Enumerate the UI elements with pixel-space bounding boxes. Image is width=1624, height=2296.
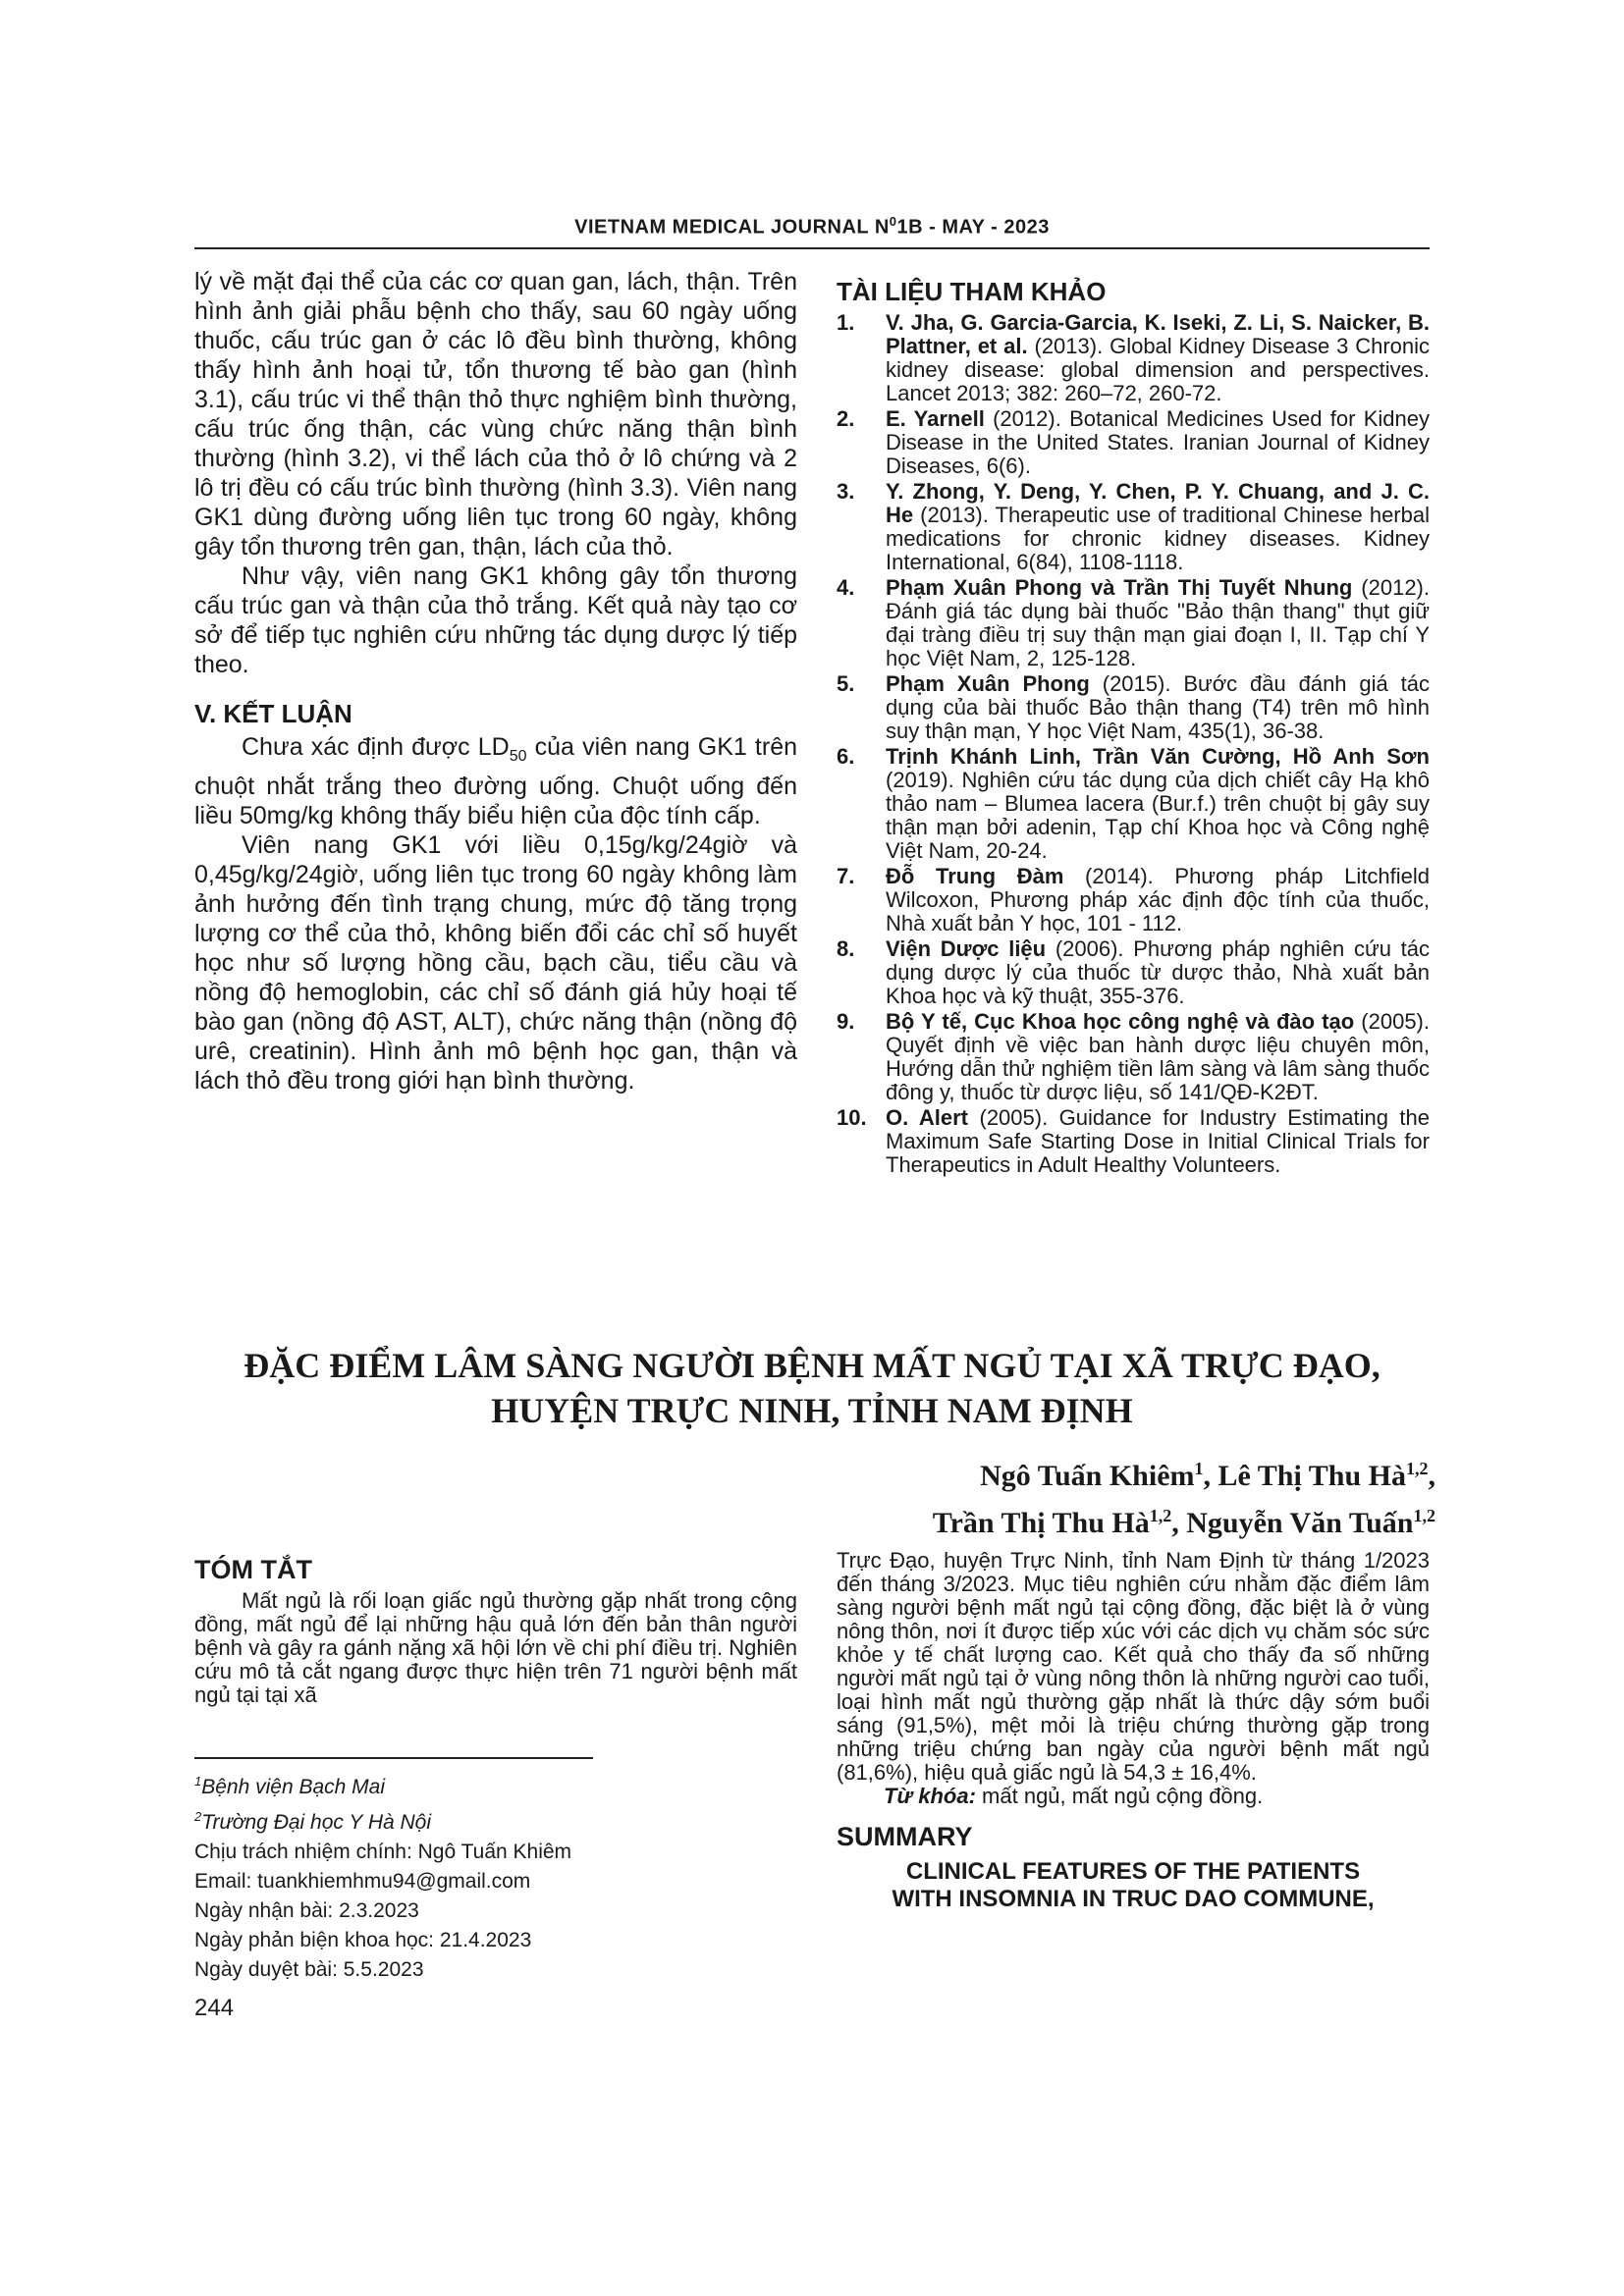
reference-item — [837, 672, 1430, 743]
paragraph — [194, 732, 797, 830]
paragraph: lý về mặt đại thể của các cơ quan gan, lách, thận. Trên hình ảnh giải phẫu bệnh cho thấy, sau 60 ngày uống thuốc, cấu trúc gan ở các lô đều bình thường, không thấy hình ảnh hoại tử, tổn thương tế bào gan (hình 3.1), cấu trúc vi thể thận thỏ thực nghiệm bình thường, cấu trúc ống thận, các vùng chức năng thận bình thường (hình 3.2), vi thể lách của thỏ ở lô chứng và 2 lô trị đều có cấu trúc bình thường (hình 3.3). Viên nang GK1 dùng đường uống liên tục trong 60 ngày, không gây tổn thương trên gan, thận, lách của thỏ. — [194, 268, 797, 561]
reference-text: (2019). Nghiên cứu tác dụng của dịch chiết cây Hạ khô thảo nam – Blumea lacera (Bur.f.) trên chuột bị gây suy thận mạn bởi adenin, Tạp chí Khoa học và Công nghệ Việt Nam, 20-24. — [886, 768, 1430, 863]
summary-subtitle — [837, 1858, 1430, 1913]
footnote-reviewed: Ngày phản biện khoa học: 21.4.2023 — [194, 1929, 532, 1951]
reference-number: 2. — [837, 406, 855, 431]
paragraph: Như vậy, viên nang GK1 không gây tổn thương cấu trúc gan và thận của thỏ trắng. Kết quả này tạo cơ sở để tiếp tục nghiên cứu những tác dụng dược lý tiếp theo. — [194, 562, 797, 678]
footnote-divider — [194, 1757, 593, 1759]
reference-item — [837, 1010, 1430, 1104]
footnote-accepted: Ngày duyệt bài: 5.5.2023 — [194, 1958, 424, 1981]
author-line — [933, 1496, 1435, 1543]
article-title — [157, 1343, 1467, 1433]
journal-name: VIETNAM MEDICAL JOURNAL N — [574, 216, 890, 239]
reference-number: 5. — [837, 671, 855, 696]
reference-authors: Phạm Xuân Phong và Trần Thị Tuyết Nhung — [886, 575, 1353, 600]
reference-authors: E. Yarnell — [886, 406, 985, 431]
reference-item — [837, 865, 1430, 935]
separator: , — [1428, 1460, 1435, 1492]
references-list — [837, 311, 1430, 1177]
abstract-heading: TÓM TẮT — [194, 1555, 312, 1584]
reference-number: 10. — [837, 1105, 867, 1130]
abstract-paragraph: Trực Đạo, huyện Trực Ninh, tỉnh Nam Định từ tháng 1/2023 đến tháng 3/2023. Mục tiêu nghiên cứu nhằm đặc điểm lâm sàng người bệnh mất ngủ tại cộng đồng, đặc biệt là ở vùng nông thôn, nơi ít được tiếp xúc với các dịch vụ chăm sóc sức khỏe y tế chất lượng cao. Kết quả cho thấy đa số những người mất ngủ tại ở vùng nông thôn là những người cao tuổi, loại hình mất ngủ thường gặp nhất là thức dậy sớm buổi sáng (91,5%), mệt mỏi là triệu chứng thường gặp trong những triệu chứng ban ngày của người bệnh mất ngủ (81,6%), hiệu quả giấc ngủ là 54,3 ± 16,4%. — [837, 1548, 1430, 1785]
reference-text: (2005). Guidance for Industry Estimating the Maximum Safe Starting Dose in Initial Clinical Trials for Therapeutics in Adult Healthy Volunteers. — [886, 1105, 1430, 1177]
title-line: HUYỆN TRỰC NINH, TỈNH NAM ĐỊNH — [491, 1391, 1133, 1430]
journal-number-sup: 0 — [889, 214, 897, 229]
reference-item — [837, 937, 1430, 1008]
footnote-text: Bệnh viện Bạch Mai — [201, 1776, 386, 1798]
text-span: Chưa xác định được LD — [242, 733, 510, 761]
journal-issue: 1B - MAY - 2023 — [896, 216, 1050, 239]
reference-number: 4. — [837, 575, 855, 600]
reference-item — [837, 311, 1430, 405]
abstract-text-wrap — [837, 1549, 1430, 1808]
reference-authors: V. Jha, G. Garcia-Garcia, K. Iseki, Z. Li, S. Naicker, B. Plattner, et al. — [886, 310, 1430, 358]
reference-authors: Bộ Y tế, Cục Khoa học công nghệ và đào tạo — [886, 1009, 1355, 1034]
reference-authors: Viện Dược liệu — [886, 936, 1047, 961]
reference-text: (2006). Phương pháp nghiên cứu tác dụng dược lý của thuốc từ dược thảo, Nhà xuất bản Khoa học và kỹ thuật, 355-376. — [886, 936, 1430, 1008]
footnote-affiliation — [194, 1802, 705, 1838]
paragraph: Viên nang GK1 với liều 0,15g/kg/24giờ và 0,45g/kg/24giờ, uống liên tục trong 60 ngày không làm ảnh hưởng đến tình trạng chung, mức độ tăng trọng lượng cơ thể của thỏ, không biến đổi các chỉ số huyết học như số lượng hồng cầu, bạch cầu, tiểu cầu và nồng độ hemoglobin, các chỉ số đánh giá hủy hoại tế bào gan (nồng độ AST, ALT), chức năng thận (nồng độ urê, creatinin). Hình ảnh mô bệnh học gan, thận và lách thỏ đều trong giới hạn bình thường. — [194, 831, 797, 1095]
footnote-received: Ngày nhận bài: 2.3.2023 — [194, 1899, 419, 1922]
author-list — [933, 1449, 1435, 1543]
reference-item — [837, 576, 1430, 670]
reference-item — [837, 480, 1430, 574]
reference-item — [837, 745, 1430, 863]
title-line: ĐẶC ĐIỂM LÂM SÀNG NGƯỜI BỆNH MẤT NGỦ TẠI XÃ TRỰC ĐẠO, — [244, 1346, 1380, 1385]
section-heading: V. KẾT LUẬN — [194, 699, 352, 728]
running-header — [194, 214, 1430, 249]
abstract-text-wrap — [194, 1589, 797, 1707]
reference-text: (2012). Botanical Medicines Used for Kidney Disease in the United States. Iranian Journal of Kidney Diseases, 6(6). — [886, 406, 1431, 478]
reference-text: (2014). Phương pháp Litchfield Wilcoxon, Phương pháp xác định độc tính của thuốc, Nhà xuất bản Y học, 101 - 112. — [886, 864, 1430, 935]
reference-number: 9. — [837, 1009, 855, 1034]
reference-authors: Trịnh Khánh Linh, Trần Văn Cường, Hồ Anh Sơn — [886, 744, 1430, 769]
author-name: Ngô Tuấn Khiêm — [980, 1460, 1195, 1492]
summary-subtitle-line: CLINICAL FEATURES OF THE PATIENTS — [905, 1858, 1361, 1885]
keywords — [837, 1785, 1430, 1808]
reference-text: (2015). Bước đầu đánh giá tác dụng của bài thuốc Bảo thận thang (T4) trên mô hình suy thận mạn, Y học Việt Nam, 435(1), 36-38. — [886, 671, 1430, 743]
text-span: của viên nang GK1 trên chuột nhắt trắng theo đường uống. Chuột uống đến liều 50mg/kg không thấy biểu hiện của độc tính cấp. — [194, 733, 797, 829]
affiliation-sup: 1 — [1194, 1459, 1204, 1478]
reference-number: 8. — [837, 936, 855, 961]
reference-authors: O. Alert — [886, 1105, 969, 1130]
page-number: 244 — [194, 1995, 235, 2021]
footnote-email: Email: tuankhiemhmu94@gmail.com — [194, 1870, 531, 1893]
author-name: , Lê Thị Thu Hà — [1203, 1460, 1406, 1492]
abstract-left — [194, 1555, 797, 1707]
reference-authors: Y. Zhong, Y. Deng, Y. Chen, P. Y. Chuang, and J. C. He — [886, 479, 1430, 527]
subscript: 50 — [509, 748, 527, 765]
affiliation-sup: 1,2 — [1149, 1506, 1172, 1525]
abstract-paragraph: Mất ngủ là rối loạn giấc ngủ thường gặp nhất trong cộng đồng, mất ngủ để lại những hậu quả lớn đến bản thân người bệnh và gây ra gánh nặng xã hội lớn về chi phí điều trị. Nghiên cứu mô tả cắt ngang được thực hiện trên 71 người bệnh mất ngủ tại tại xã — [194, 1588, 797, 1707]
summary-subtitle-line: WITH INSOMNIA IN TRUC DAO COMMUNE, — [892, 1886, 1375, 1912]
footnote-text: Trường Đại học Y Hà Nội — [201, 1811, 432, 1834]
author-name: Trần Thị Thu Hà — [932, 1507, 1150, 1539]
reference-text: (2012). Đánh giá tác dụng bài thuốc "Bảo thận thang" thụt giữ đại tràng điều trị suy thận mạn giai đoạn I, II. Tạp chí Y học Việt Nam, 2, 125-128. — [886, 575, 1430, 670]
reference-item — [837, 407, 1430, 478]
footnote-corresponding: Chịu trách nhiệm chính: Ngô Tuấn Khiêm — [194, 1841, 572, 1863]
author-line — [933, 1449, 1435, 1496]
reference-text: (2013). Therapeutic use of traditional Chinese herbal medications for chronic kidney diseases. Kidney International, 6(84), 1108-1118. — [886, 503, 1430, 574]
footnote-sup: 1 — [194, 1774, 202, 1789]
keywords-text: mất ngủ, mất ngủ cộng đồng. — [975, 1784, 1264, 1808]
abstract-right — [837, 1549, 1430, 1913]
footnotes — [194, 1767, 705, 1985]
footnote-sup: 2 — [194, 1809, 202, 1824]
references-heading: TÀI LIỆU THAM KHẢO — [837, 277, 1107, 306]
references-section — [837, 277, 1430, 1179]
summary-heading: SUMMARY — [837, 1822, 973, 1851]
affiliation-sup: 1,2 — [1406, 1459, 1429, 1478]
left-column — [194, 267, 797, 1095]
reference-authors: Đỗ Trung Đàm — [886, 864, 1064, 888]
reference-number: 6. — [837, 744, 855, 769]
reference-text: (2013). Global Kidney Disease 3 Chronic kidney disease: global dimension and perspectives. Lancet 2013; 382: 260–72, 260-72. — [886, 334, 1431, 405]
reference-item — [837, 1106, 1430, 1177]
reference-number: 3. — [837, 479, 855, 504]
keywords-label: Từ khóa: — [884, 1784, 976, 1808]
reference-number: 1. — [837, 310, 855, 335]
footnote-affiliation — [194, 1767, 705, 1802]
affiliation-sup: 1,2 — [1413, 1506, 1435, 1525]
reference-number: 7. — [837, 864, 855, 888]
reference-text: (2005). Quyết định về việc ban hành dược liệu chuyên môn, Hướng dẫn thử nghiệm tiền lâm sàng và lâm sàng thuốc đông y, thuốc từ dược liệu, số 141/QĐ-K2ĐT. — [886, 1009, 1430, 1104]
reference-authors: Phạm Xuân Phong — [886, 671, 1090, 696]
author-name: , Nguyễn Văn Tuấn — [1171, 1507, 1414, 1539]
